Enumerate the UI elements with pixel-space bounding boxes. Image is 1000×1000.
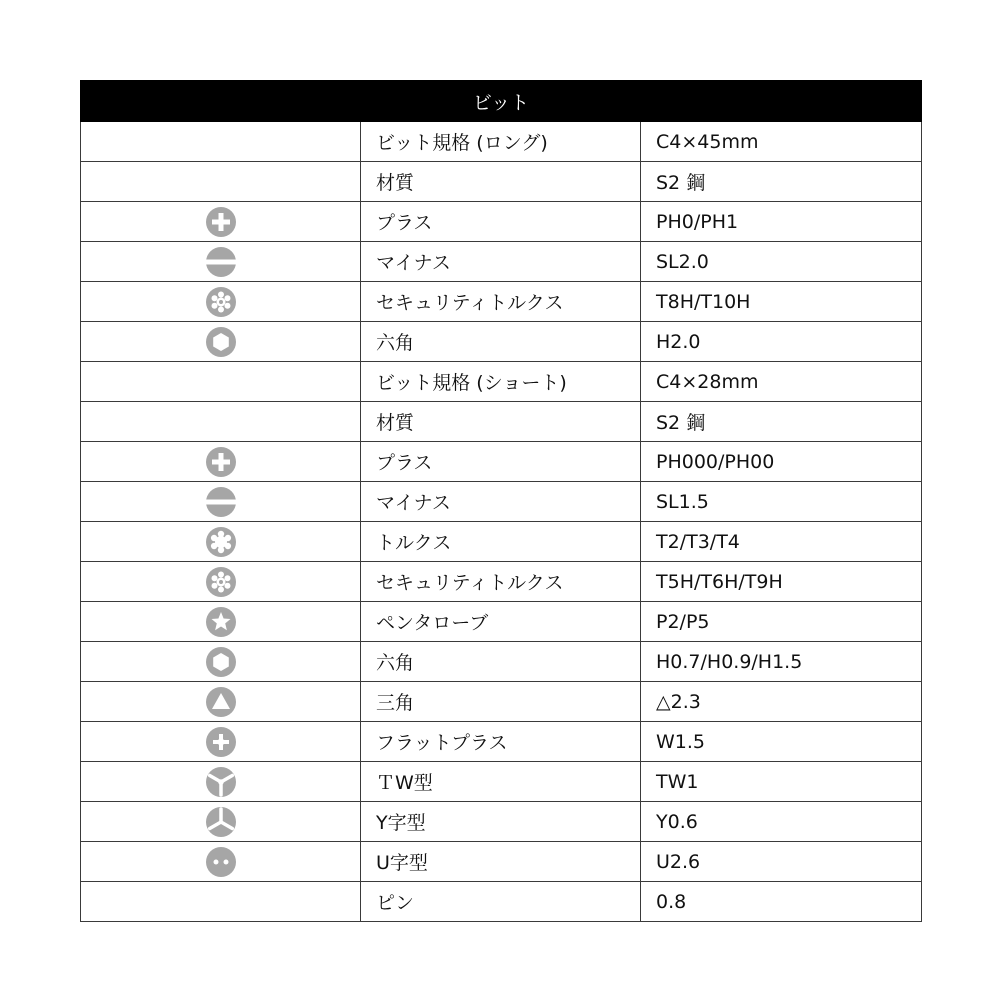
- table-row: [81, 242, 922, 282]
- icon-cell: [81, 482, 361, 522]
- table-row: [81, 122, 922, 162]
- table-row: [81, 722, 922, 762]
- table-row: [81, 682, 922, 722]
- spec-name: プラス: [361, 202, 641, 242]
- icon-cell: [81, 242, 361, 282]
- icon-cell: [81, 522, 361, 562]
- pentalobe-icon: [205, 606, 237, 638]
- icon-cell: [81, 602, 361, 642]
- table-row: [81, 362, 922, 402]
- spec-name: セキュリティトルクス: [361, 562, 641, 602]
- spec-value: C4×28mm: [641, 362, 922, 402]
- spec-value: T8H/T10H: [641, 282, 922, 322]
- spec-value: U2.6: [641, 842, 922, 882]
- table-title: ビット: [81, 81, 922, 122]
- y-type-icon: [205, 806, 237, 838]
- spec-name: プラス: [361, 442, 641, 482]
- icon-cell: [81, 362, 361, 402]
- spec-value: SL2.0: [641, 242, 922, 282]
- table-header-row: [81, 81, 922, 122]
- triangle-icon: [205, 686, 237, 718]
- spec-name: マイナス: [361, 242, 641, 282]
- spec-name: ビット規格 (ロング): [361, 122, 641, 162]
- spec-value: H2.0: [641, 322, 922, 362]
- icon-cell: [81, 402, 361, 442]
- icon-cell: [81, 202, 361, 242]
- table-body: [81, 122, 922, 922]
- spec-value: △2.3: [641, 682, 922, 722]
- bit-spec-table: [80, 80, 922, 922]
- icon-cell: [81, 842, 361, 882]
- spec-name: ペンタローブ: [361, 602, 641, 642]
- spec-name: 六角: [361, 642, 641, 682]
- spec-name: セキュリティトルクス: [361, 282, 641, 322]
- icon-cell: [81, 682, 361, 722]
- table-row: [81, 562, 922, 602]
- spec-value: C4×45mm: [641, 122, 922, 162]
- spec-value: S2 鋼: [641, 402, 922, 442]
- icon-cell: [81, 762, 361, 802]
- icon-cell: [81, 282, 361, 322]
- table-row: [81, 322, 922, 362]
- table-row: [81, 442, 922, 482]
- spec-name: ＴW型: [361, 762, 641, 802]
- icon-cell: [81, 442, 361, 482]
- spec-name: 材質: [361, 402, 641, 442]
- table-row: [81, 842, 922, 882]
- spec-value: Y0.6: [641, 802, 922, 842]
- spec-value: PH000/PH00: [641, 442, 922, 482]
- slotted-icon: [205, 246, 237, 278]
- spec-name: マイナス: [361, 482, 641, 522]
- table-row: [81, 202, 922, 242]
- spec-name: ビット規格 (ショート): [361, 362, 641, 402]
- spec-value: 0.8: [641, 882, 922, 922]
- spec-name: ピン: [361, 882, 641, 922]
- table-row: [81, 802, 922, 842]
- table-row: [81, 642, 922, 682]
- spec-name: 三角: [361, 682, 641, 722]
- table-row: [81, 162, 922, 202]
- hex-icon: [205, 326, 237, 358]
- icon-cell: [81, 802, 361, 842]
- table-row: [81, 882, 922, 922]
- security-torx-icon: [205, 566, 237, 598]
- spec-value: P2/P5: [641, 602, 922, 642]
- table-row: [81, 762, 922, 802]
- spec-name: U字型: [361, 842, 641, 882]
- spec-name: Y字型: [361, 802, 641, 842]
- spec-value: S2 鋼: [641, 162, 922, 202]
- spec-value: W1.5: [641, 722, 922, 762]
- spec-value: T5H/T6H/T9H: [641, 562, 922, 602]
- spec-name: 六角: [361, 322, 641, 362]
- icon-cell: [81, 122, 361, 162]
- phillips-icon: [205, 206, 237, 238]
- spec-value: T2/T3/T4: [641, 522, 922, 562]
- icon-cell: [81, 882, 361, 922]
- hex-icon: [205, 646, 237, 678]
- icon-cell: [81, 322, 361, 362]
- tri-wing-icon: [205, 766, 237, 798]
- table-row: [81, 402, 922, 442]
- phillips-icon: [205, 446, 237, 478]
- u-type-icon: [205, 846, 237, 878]
- spec-value: H0.7/H0.9/H1.5: [641, 642, 922, 682]
- table-row: [81, 482, 922, 522]
- icon-cell: [81, 162, 361, 202]
- spec-name: 材質: [361, 162, 641, 202]
- spec-name: トルクス: [361, 522, 641, 562]
- icon-cell: [81, 562, 361, 602]
- icon-cell: [81, 642, 361, 682]
- torx-icon: [205, 526, 237, 558]
- spec-value: SL1.5: [641, 482, 922, 522]
- security-torx-icon: [205, 286, 237, 318]
- table-row: [81, 522, 922, 562]
- slotted-icon: [205, 486, 237, 518]
- icon-cell: [81, 722, 361, 762]
- spec-name: フラットプラス: [361, 722, 641, 762]
- table-row: [81, 602, 922, 642]
- table-row: [81, 282, 922, 322]
- flat-phillips-icon: [205, 726, 237, 758]
- spec-value: TW1: [641, 762, 922, 802]
- spec-value: PH0/PH1: [641, 202, 922, 242]
